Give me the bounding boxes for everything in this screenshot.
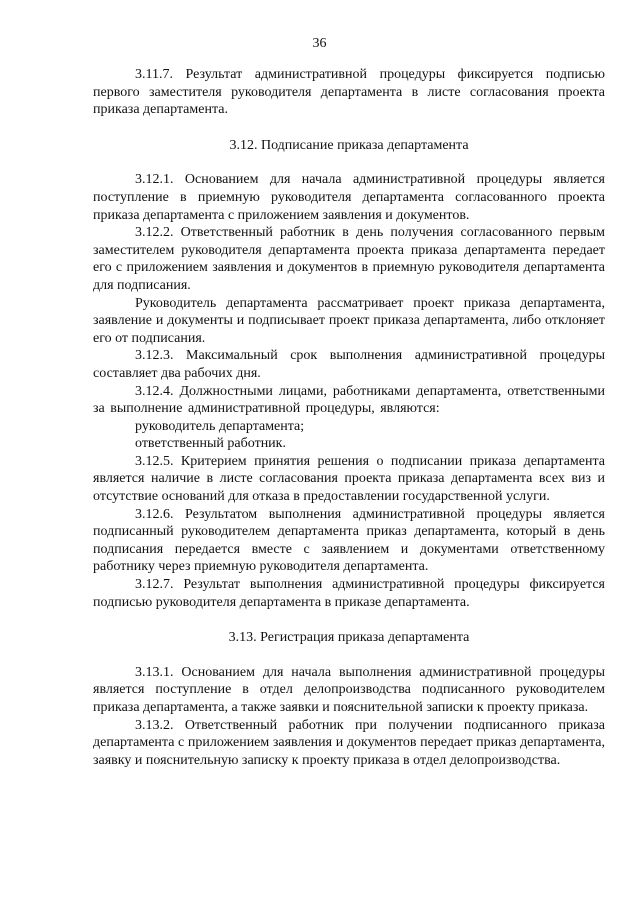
paragraph-3-12-2: 3.12.2. Ответственный работник в день получения согласованного первым заместителем руководителя департамента проекта приказа департамента передает его с приложением заявления и документов в приемную руководителя департамента для подписания. [93,225,605,293]
paragraph-3-12-1: 3.12.1. Основанием для начала административной процедуры является поступление в приемную руководителя департамента согласованного проекта приказа департамента с приложением заявления и документов. [93,172,605,223]
paragraph-3-12-4: 3.12.4. Должностными лицами, работниками департамента, ответственными за выполнение административной процедуры, являются: [93,383,605,417]
paragraph-3-12-2-b: Руководитель департамента рассматривает проект приказа департамента, заявление и документы и подписывает проект приказа департамента, либо отклоняет его от подписания. [93,295,605,346]
document-body [93,66,605,769]
paragraph-3-12-5: 3.12.5. Критерием принятия решения о подписании приказа департамента является наличие в листе согласования проекта приказа департамента всех виз и отсутствие оснований для отказа в предоставлении государственной услуги. [93,453,605,505]
paragraph-3-12-3: 3.12.3. Максимальный срок выполнения административной процедуры составляет два рабочих дня. [93,348,605,381]
paragraph-3-12-6: 3.12.6. Результатом выполнения административной процедуры является подписанный руководителем департамента приказ департамента, который в день подписания передается вместе с заявлением и документами ответственному работнику через приемную руководителя департамента. [93,506,605,575]
section-heading-3-12: 3.12. Подписание приказа департамента [229,137,469,153]
page-number: 36 [312,36,327,51]
paragraph-3-12-7: 3.12.7. Результат выполнения административной процедуры фиксируется подписью руководителя департамента в приказе департамента. [93,577,605,610]
paragraph-3-13-2: 3.13.2. Ответственный работник при получении подписанного приказа департамента с приложением заявления и документов передает приказ департамента, заявку и пояснительную записку к проекту приказа в отдел делопроизводства. [93,717,605,768]
list-item-worker: ответственный работник. [135,436,286,452]
paragraph-3-13-1: 3.13.1. Основанием для начала выполнения административной процедуры является поступление в отдел делопроизводства подписанного руководителем приказа департамента, а также заявки и пояснительной записки к проекту приказа. [93,664,605,715]
list-item-head: руководитель департамента; [135,418,305,434]
section-heading-3-13: 3.13. Регистрация приказа департамента [228,630,470,646]
paragraph-3-11-7: 3.11.7. Результат административной процедуры фиксируется подписью первого заместителя руководителя департамента в листе согласования проекта приказа департамента. [93,67,605,118]
